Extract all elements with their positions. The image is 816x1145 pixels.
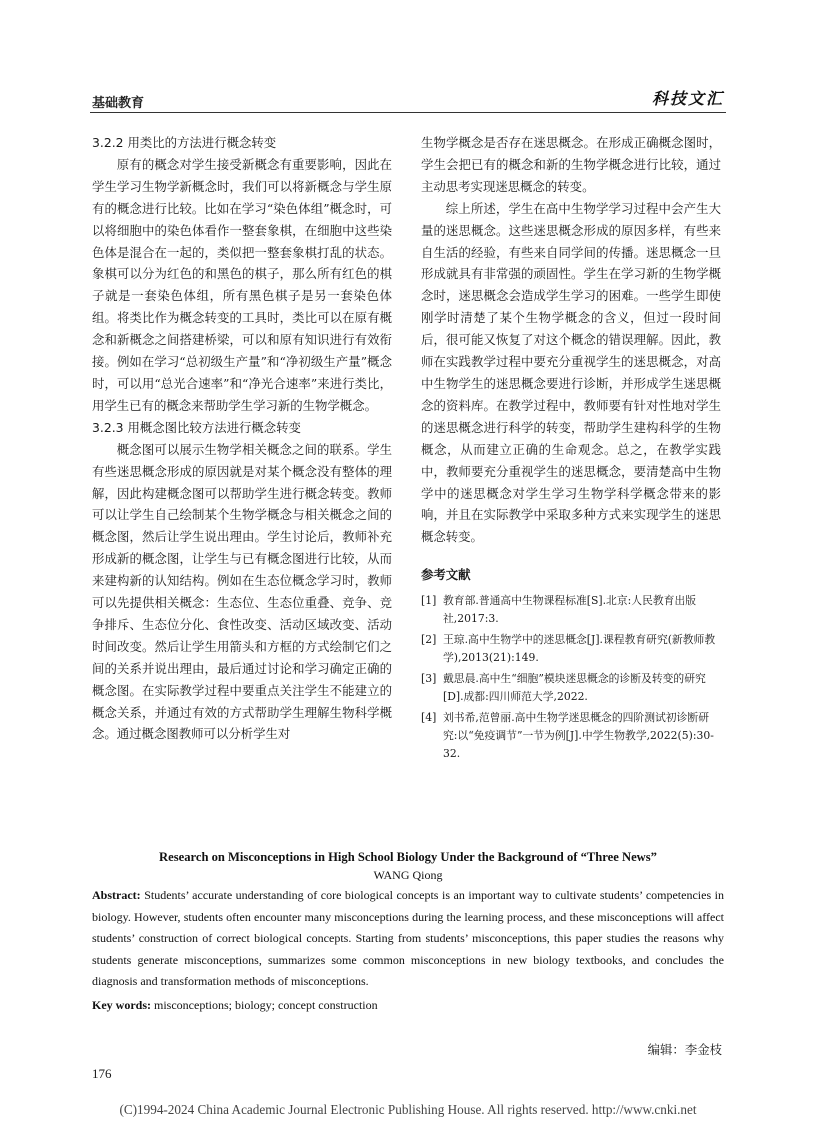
reference-text: 刘书希,范曾丽.高中生物学迷思概念的四阶测试初诊断研究:以“免疫调节”一节为例[J].中学生物教学,2022(5):30-32. bbox=[443, 711, 714, 761]
reference-number: [2] bbox=[421, 633, 437, 647]
right-column bbox=[421, 132, 721, 766]
section-title: 基础教育 bbox=[92, 96, 145, 111]
keywords-label: Key words: bbox=[92, 997, 151, 1012]
reference-item bbox=[421, 709, 721, 763]
left-column bbox=[92, 132, 392, 745]
journal-name: 科技文汇 bbox=[651, 89, 724, 108]
abstract-label: Abstract: bbox=[92, 888, 141, 902]
english-keywords bbox=[92, 995, 724, 1016]
reference-number: [1] bbox=[421, 594, 437, 608]
references-heading: 参考文献 bbox=[421, 567, 471, 583]
reference-item bbox=[421, 631, 721, 667]
header-divider bbox=[90, 112, 726, 113]
page-number: 176 bbox=[92, 1066, 112, 1081]
reference-item bbox=[421, 670, 721, 706]
section-heading-3-2-2: 3.2.2 用类比的方法进行概念转变 bbox=[92, 135, 277, 150]
reference-text: 教育部.普通高中生物课程标准[S].北京:人民教育出版社,2017:3. bbox=[443, 594, 697, 626]
keywords-text: misconceptions; biology; concept construction bbox=[154, 997, 378, 1012]
abstract-text: Students’ accurate understanding of core biological concepts is an important way to cultivate students’ competencies in biology. However, students often encounter many misconceptions during the learning process, and these misconceptions will affect students’ construction of correct biological concepts. Starting from students’ misconceptions, this paper studies the reasons why students generate misconceptions, summarizes some common misconceptions in new biology textbooks, and concludes the diagnosis and transformation methods of misconceptions. bbox=[92, 888, 724, 988]
paragraph-summary: 综上所述，学生在高中生物学学习过程中会产生大量的迷思概念。这些迷思概念形成的原因多样，有些来自生活的经验，有些来自同学间的传播。迷思概念一旦形成就具有非常强的顽固性。学生在学习新的生物学概念时，迷思概念会造成学生学习的困难。一些学生即使刚学时清楚了某个生物学概念的含义，但过一段时间后，很可能又恢复了对这个概念的错误理解。因此，教师在实践教学过程中要充分重视学生的迷思概念，对高中生物学生的迷思概念要进行诊断，并形成学生迷思概念的资料库。在教学过程中，教师要有针对性地对学生的迷思概念进行科学的转变，帮助学生建构科学的生物概念，从而建立正确的生命观念。总之，在教学实践中，教师要充分重视学生的迷思概念，要清楚高中生物学中的迷思概念对学生学习生物学科学概念带来的影响，并且在实际教学中采取多种方式来实现学生的迷思概念转变。 bbox=[421, 200, 721, 545]
section-heading-3-2-3: 3.2.3 用概念图比较方法进行概念转变 bbox=[92, 419, 301, 435]
reference-number: [3] bbox=[421, 672, 437, 686]
reference-item bbox=[421, 592, 721, 628]
english-title: Research on Misconceptions in High School Biology Under the Background of “Three News” bbox=[159, 850, 657, 864]
paragraph-analogy: 原有的概念对学生接受新概念有重要影响，因此在学生学习生物学新概念时，我们可以将新概念与学生原有的概念进行比较。比如在学习“染色体组”概念时，可以将细胞中的染色体看作一整套象棋，在细胞中这些染色体是混合在一起的，类似把一整套象棋打乱的状态。象棋可以分为红色的和黑色的棋子，那么所有红色的棋子就是一套染色体组，所有黑色棋子是另一套染色体组。将类比作为概念转变的工具时，类比可以在原有概念和新概念之间搭建桥梁，可以和原有知识进行有效衔接。例如在学习“总初级生产量”和“净初级生产量”概念时，可以用“总光合速率”和“净光合速率”来进行类比，用学生已有的概念来帮助学生学习新的生物学概念。 bbox=[92, 156, 392, 413]
reference-text: 戴思晨.高中生“细胞”模块迷思概念的诊断及转变的研究[D].成都:四川师范大学,2022. bbox=[443, 672, 706, 704]
paragraph-concept-map: 概念图可以展示生物学相关概念之间的联系。学生有些迷思概念形成的原因就是对某个概念没有整体的理解，因此构建概念图可以帮助学生进行概念转变。教师可以让学生自己绘制某个生物学概念与相关概念之间的概念图，然后让学生说出理由。学生讨论后，教师补充形成新的概念图，让学生与已有概念图进行比较，从而来建构新的认知结构。例如在生态位概念学习时，教师可以先提供相关概念：生态位、生态位重叠、竞争、竞争排斥、生态位分化、食性改变、活动区域改变、活动时间改变。然后让学生用箭头和方框的方式绘制它们之间的关系并说出理由，最后通过讨论和学习确定正确的概念图。在实际教学过程中要重点关注学生不能建立的概念关系，并通过有效的方式帮助学生理解生物科学概念。通过概念图教师可以分析学生对 bbox=[92, 441, 392, 742]
reference-number: [4] bbox=[421, 711, 437, 725]
editor-credit: 编辑：李金枝 bbox=[647, 1042, 722, 1057]
english-abstract-section bbox=[92, 850, 724, 1016]
reference-text: 王琼.高中生物学中的迷思概念[J].课程教育研究(新教师教学),2013(21):149. bbox=[443, 633, 716, 665]
reference-list bbox=[421, 592, 721, 763]
english-abstract bbox=[92, 885, 724, 993]
copyright-footer: (C)1994-2024 China Academic Journal Electronic Publishing House. All rights reserved. http://www.cnki.net bbox=[119, 1102, 697, 1117]
paragraph-continued: 生物学概念是否存在迷思概念。在形成正确概念图时，学生会把已有的概念和新的生物学概念进行比较，通过主动思考实现迷思概念的转变。 bbox=[421, 135, 721, 194]
english-author: WANG Qiong bbox=[373, 868, 443, 882]
